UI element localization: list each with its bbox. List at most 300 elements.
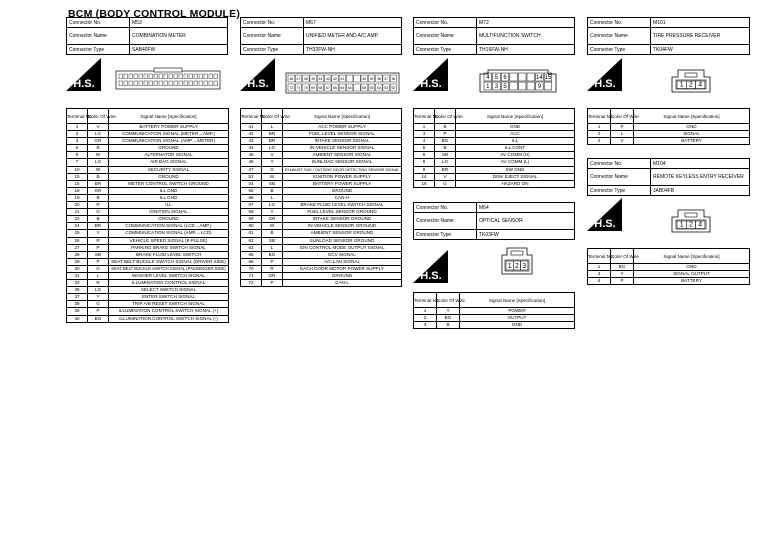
pin-cavity	[169, 81, 173, 86]
terminal-cell: 4	[414, 138, 435, 145]
table-row	[588, 271, 750, 278]
wire-color-cell: BG	[435, 138, 456, 145]
connector-name-label: Connector Name	[588, 28, 651, 45]
connector-info-m53	[66, 17, 228, 55]
terminal-cell: 45	[241, 152, 262, 159]
pin-cavity	[194, 74, 198, 79]
table-row	[588, 138, 750, 145]
terminal-cell: 59	[241, 216, 262, 223]
pin-cavity	[129, 81, 133, 86]
signal-cell: SIGNAL OUTPUT	[634, 271, 750, 278]
connector-type-value: SAB40FW	[130, 45, 228, 55]
pin-number: 53	[384, 86, 389, 90]
wire-color-cell: GR	[88, 138, 109, 145]
signal-cell: ION CONTROL MODE OUTPUT SIGNAL	[283, 244, 402, 251]
signal-cell: VEHICLE SPEED SIGNAL (8-PULSE)	[109, 237, 229, 244]
wire-color-cell: V	[435, 173, 456, 180]
table-row	[241, 272, 402, 279]
terminal-cell: 16	[414, 180, 435, 187]
pin-number: 70	[303, 86, 308, 90]
pin-cavity	[149, 74, 153, 79]
signal-cell: ACC POWER SUPPLY	[283, 124, 402, 131]
connector-type-label: Connector Type	[588, 45, 651, 55]
signal-cell: ILLUMINATION CONTROL SIGNAL	[109, 280, 229, 287]
terminal-cell: 53	[241, 173, 262, 180]
terminal-cell: 46	[241, 159, 262, 166]
signal-cell: GND	[456, 124, 575, 131]
signal-cell: FUEL LEVEL SENSOR SIGNAL	[283, 131, 402, 138]
wire-color-cell: V	[88, 124, 109, 131]
pin-cavity	[189, 74, 193, 79]
signal-cell: ENTER SWITCH SIGNAL	[109, 294, 229, 301]
pin-cavity	[209, 74, 213, 79]
wire-color-cell: B	[437, 322, 460, 329]
wire-color-cell: P	[88, 244, 109, 251]
wire-color-cell: W	[88, 166, 109, 173]
terminal-cell: 3	[414, 131, 435, 138]
table-row	[67, 237, 229, 244]
pin-number: 72	[289, 86, 294, 90]
pin-cavity	[179, 74, 183, 79]
wire-color-cell: BR	[88, 223, 109, 230]
wire-color-cell: L	[262, 244, 283, 251]
terminal-cell: 21	[67, 209, 88, 216]
wire-color-cell: BG	[262, 251, 283, 258]
connector-name-value: OPTICAL SENSOR	[477, 213, 575, 230]
terminal-cell: 16	[67, 180, 88, 187]
signal-cell: IN-VEHICLE SENSOR GROUND	[283, 223, 402, 230]
wire-color-cell: W	[262, 223, 283, 230]
connector-face-m64	[500, 246, 534, 276]
hs-logo	[413, 250, 448, 283]
terminal-cell: 36	[67, 287, 88, 294]
table-row	[67, 287, 229, 294]
connector-info-m104	[587, 158, 750, 196]
wire-color-cell: B	[435, 124, 456, 131]
pin-cavity	[144, 81, 148, 86]
table-row	[67, 223, 229, 230]
table-row	[241, 173, 402, 180]
pin-cavity	[174, 81, 178, 86]
wire-color-cell: Y	[88, 294, 109, 301]
signal-cell: COMMUNICATION SIGNAL (METER→AMP.)	[109, 131, 229, 138]
signal-cell: COMMUNICATION SIGNAL (AMP.→METER)	[109, 138, 229, 145]
terminal-cell: 20	[67, 202, 88, 209]
signal-cell: GND	[460, 322, 575, 329]
table-row	[241, 216, 402, 223]
connector-face-m53	[114, 68, 222, 92]
connector-name-label: Connector Name	[588, 169, 651, 186]
terminal-cell: 7	[67, 159, 88, 166]
col-wire-color: Color Of Wire	[435, 109, 456, 124]
terminal-cell: 39	[67, 308, 88, 315]
table-row	[241, 237, 402, 244]
pin-cavity	[184, 81, 188, 86]
terminal-cell: 28	[67, 251, 88, 258]
table-row	[241, 230, 402, 237]
pin-cavity	[209, 81, 213, 86]
pin-cavity	[164, 81, 168, 86]
pin-number: 2	[688, 221, 693, 229]
connector-type-label: Connector Type	[67, 45, 130, 55]
terminal-cell: 2	[414, 315, 437, 322]
terminal-cell: 60	[241, 223, 262, 230]
pin-cavity	[544, 82, 552, 90]
pin-number: 5	[494, 75, 499, 82]
pin-number: 55	[369, 86, 374, 90]
signal-cell: CAN-H	[283, 194, 402, 201]
pin-number: 65	[340, 86, 345, 90]
table-row	[241, 194, 402, 201]
col-signal: Signal Name [Specification]	[283, 109, 402, 124]
hs-logo	[240, 58, 275, 91]
pin-number: 15	[544, 75, 552, 82]
table-row	[67, 166, 229, 173]
table-row	[414, 315, 575, 322]
table-row	[414, 173, 575, 180]
table-row	[241, 251, 402, 258]
connector-type-value: TK03FW	[477, 230, 575, 240]
terminal-cell: 61	[241, 230, 262, 237]
terminal-cell: 10	[67, 166, 88, 173]
wire-color-cell: LG	[262, 145, 283, 152]
signal-cell: AIR BAG SIGNAL	[109, 159, 229, 166]
signal-cell: INTAKE SENSOR SIGNAL	[283, 138, 402, 145]
table-row	[241, 138, 402, 145]
wire-color-cell: LG	[88, 159, 109, 166]
connector-no-value: M67	[304, 18, 402, 28]
terminal-cell: 2	[67, 131, 88, 138]
signal-cell: HAZARD ON	[456, 180, 575, 187]
pin-cavity	[346, 75, 353, 82]
connector-type-value: JAB04FB	[651, 186, 750, 196]
wire-color-cell: P	[611, 278, 634, 285]
connector-type-label: Connector Type	[241, 45, 304, 55]
terminal-cell: 42	[241, 131, 262, 138]
table-row	[67, 294, 229, 301]
table-row	[67, 209, 229, 216]
signal-cell: SUNLOAD SENSOR GROUND	[283, 237, 402, 244]
wire-color-cell: L	[262, 194, 283, 201]
connector-info-m101	[587, 17, 750, 55]
table-row	[67, 301, 229, 308]
hs-logo	[413, 58, 448, 91]
table-row	[67, 194, 229, 201]
wire-color-cell: LG	[435, 159, 456, 166]
col-wire-color: Color Of Wire	[262, 109, 283, 124]
connector-name-label: Connector Name	[241, 28, 304, 45]
col-signal: Signal Name [Specification]	[109, 109, 229, 124]
wire-color-cell: GR	[88, 187, 109, 194]
wire-color-cell: R	[88, 237, 109, 244]
signal-cell: FUEL LEVEL SENSOR GROUND	[283, 209, 402, 216]
signal-cell: BRAKE FLUID LEVEL SWITCH SIGNAL	[283, 202, 402, 209]
pin-cavity	[510, 82, 518, 90]
terminal-cell: 47	[241, 166, 262, 173]
pin-number: 3	[522, 263, 527, 270]
table-row	[67, 202, 229, 209]
table-row	[241, 209, 402, 216]
table-row	[414, 308, 575, 315]
pin-cavity	[144, 74, 148, 79]
terminal-cell: 71	[241, 272, 262, 279]
terminal-cell: 31	[67, 272, 88, 279]
wire-color-cell: Y	[262, 159, 283, 166]
table-row	[241, 145, 402, 152]
wire-color-cell: P	[435, 131, 456, 138]
wire-color-cell: Y	[437, 308, 460, 315]
pin-number: 47	[296, 77, 301, 81]
wire-color-cell: GR	[262, 272, 283, 279]
signal-cell: AMBIENT SENSOR SIGNAL	[283, 152, 402, 159]
wire-color-cell: SB	[262, 237, 283, 244]
signal-cell: INTAKE SENSOR GROUND	[283, 216, 402, 223]
pin-number: 1	[507, 263, 512, 270]
table-row	[241, 223, 402, 230]
wire-color-cell: W	[262, 173, 283, 180]
table-row	[67, 251, 229, 258]
signal-cell: IN-VEHICLE SENSOR SIGNAL	[283, 145, 402, 152]
signal-cell: GROUND	[109, 173, 229, 180]
pin-number: 14	[536, 75, 543, 82]
terminal-cell: 58	[241, 209, 262, 216]
table-row	[414, 124, 575, 131]
wire-color-cell: BR	[88, 180, 109, 187]
pin-cavity	[169, 74, 173, 79]
table-row	[241, 187, 402, 194]
pin-cavity	[199, 81, 203, 86]
pin-cavity	[154, 81, 158, 86]
signal-cell: COMMUNICATION SIGNAL (AMP.→LCD)	[109, 230, 229, 237]
pin-cavity	[124, 81, 128, 86]
signal-cell: ILL	[109, 202, 229, 209]
signal-cell: METER CONTROL SWITCH GROUND	[109, 180, 229, 187]
col-signal: Signal Name [Specification]	[456, 109, 575, 124]
connector-name-value: REMOTE KEYLESS ENTRY RECEIVER	[651, 169, 750, 186]
connector-no-label: Connector No.	[414, 203, 477, 213]
signal-cell: IGNITION POWER SUPPLY	[283, 173, 402, 180]
table-row	[414, 166, 575, 173]
terminal-cell: 27	[67, 244, 88, 251]
signal-cell: SELECT SWITCH SIGNAL	[109, 287, 229, 294]
terminal-cell: 3	[67, 138, 88, 145]
terminal-cell: 15	[67, 173, 88, 180]
col-wire-color: Color Of Wire	[611, 109, 634, 124]
hs-logo-text: H.S.	[594, 78, 616, 90]
terminal-cell: 55	[241, 187, 262, 194]
pin-cavity	[527, 73, 535, 81]
terminal-cell: 70	[241, 265, 262, 272]
pin-cavity	[129, 74, 133, 79]
connector-no-label: Connector No.	[588, 159, 651, 169]
pin-cavity	[199, 74, 203, 79]
wire-color-cell: B	[88, 145, 109, 152]
signal-cell: A/C LAN SIGNAL	[283, 258, 402, 265]
table-row	[67, 138, 229, 145]
pin-number: 64	[347, 86, 352, 90]
signal-cell: SIGNAL	[634, 131, 750, 138]
connector-face-m72	[478, 68, 558, 94]
table-row	[67, 272, 229, 279]
pin-number: 66	[333, 86, 338, 90]
table-row	[67, 173, 229, 180]
terminal-cell: 26	[67, 237, 88, 244]
terminal-cell: 44	[241, 145, 262, 152]
wire-color-cell: BG	[611, 264, 634, 271]
pin-number: 1	[486, 84, 490, 91]
table-row	[241, 180, 402, 187]
wire-color-cell: Y	[611, 271, 634, 278]
pin-number: 54	[376, 86, 381, 90]
table-row	[67, 180, 229, 187]
table-row	[588, 131, 750, 138]
pin-cavity	[124, 74, 128, 79]
terminal-cell: 24	[67, 223, 88, 230]
pin-number: 6	[503, 75, 507, 82]
signal-table-m101	[587, 108, 750, 145]
table-row	[67, 216, 229, 223]
wire-color-cell: L	[88, 272, 109, 279]
signal-cell: AV COMM (L)	[456, 159, 575, 166]
terminal-cell: 43	[241, 138, 262, 145]
table-row	[67, 145, 229, 152]
wire-color-cell: B	[88, 216, 109, 223]
pin-number: 42	[333, 77, 338, 81]
signal-cell: BATTERY	[634, 138, 750, 145]
col-terminal: Terminal No.	[588, 249, 611, 264]
pin-number: 4	[698, 221, 703, 229]
terminal-cell: 14	[414, 173, 435, 180]
connector-no-value: M101	[651, 18, 750, 28]
terminal-cell: 41	[241, 124, 262, 131]
table-row	[241, 131, 402, 138]
table-row	[67, 131, 229, 138]
wire-color-cell: R	[262, 265, 283, 272]
pin-number: 68	[318, 86, 323, 90]
table-row	[588, 124, 750, 131]
col-wire-color: Color Of Wire	[88, 109, 109, 124]
pin-cavity	[179, 81, 183, 86]
connector-type-label: Connector Type	[414, 230, 477, 240]
hs-logo	[587, 58, 622, 91]
terminal-cell: 19	[67, 194, 88, 201]
connector-name-value: COMBINATION METER	[130, 28, 228, 45]
connector-name-label: Connector Name	[414, 28, 477, 45]
signal-cell: GROUND	[109, 145, 229, 152]
wire-color-cell: SB	[435, 152, 456, 159]
pin-cavity	[119, 74, 123, 79]
signal-cell: EXHAUST GAS / OUTSIDE ODOR DETECTING SENSOR SIGNAL	[283, 166, 402, 173]
pin-cavity	[134, 74, 138, 79]
terminal-cell: 72	[241, 280, 262, 287]
terminal-cell: 29	[67, 258, 88, 265]
wire-color-cell: P	[262, 258, 283, 265]
signal-cell: IGNITION SIGNAL	[109, 209, 229, 216]
terminal-cell: 1	[588, 264, 611, 271]
table-row	[241, 159, 402, 166]
wire-color-cell: BR	[262, 138, 283, 145]
signal-cell: BATTERY	[634, 278, 750, 285]
wire-color-cell: G	[88, 209, 109, 216]
pin-cavity	[159, 74, 163, 79]
table-row	[588, 278, 750, 285]
pin-cavity	[139, 81, 143, 86]
terminal-cell: 1	[414, 124, 435, 131]
signal-cell: ILLUMINATION CONTROL SWITCH SIGNAL (-)	[109, 315, 229, 322]
signal-table-m64	[413, 292, 575, 329]
pin-number: 41	[340, 77, 345, 81]
signal-cell: WASHER LEVEL SWITCH SIGNAL	[109, 272, 229, 279]
signal-cell: SUNLOAD SENSOR SIGNAL	[283, 159, 402, 166]
table-row	[414, 152, 575, 159]
pin-number: 1	[679, 221, 684, 229]
signal-cell: GROUND	[283, 272, 402, 279]
signal-cell: POWER	[460, 308, 575, 315]
signal-cell: BRAKE FLUID LEVEL SWITCH	[109, 251, 229, 258]
pin-number: 9	[537, 84, 542, 91]
table-row	[414, 131, 575, 138]
wire-color-cell: BR	[435, 166, 456, 173]
connector-type-value: TH16FW-NH	[477, 45, 575, 55]
table-row	[67, 124, 229, 131]
wire-color-cell: GR	[262, 216, 283, 223]
wire-color-cell: R	[88, 280, 109, 287]
wire-color-cell: G	[262, 166, 283, 173]
connector-face-m104	[670, 208, 712, 234]
terminal-cell: 1	[588, 124, 611, 131]
terminal-cell: 6	[67, 152, 88, 159]
pin-number: 43	[325, 77, 330, 81]
connector-info-m67	[240, 17, 402, 55]
wire-color-cell: B	[262, 187, 283, 194]
pin-cavity	[154, 74, 158, 79]
col-terminal: Terminal No.	[588, 109, 611, 124]
terminal-cell: 2	[588, 131, 611, 138]
pin-cavity	[354, 75, 361, 82]
wire-color-cell: B	[88, 173, 109, 180]
pin-number: 38	[376, 77, 381, 81]
signal-cell: GND	[634, 124, 750, 131]
signal-cell: CAN-L	[283, 280, 402, 287]
terminal-cell: 22	[67, 216, 88, 223]
col-signal: Signal Name [Specification]	[634, 109, 750, 124]
pin-cavity	[214, 81, 218, 86]
table-row	[241, 280, 402, 287]
terminal-cell: 18	[67, 187, 88, 194]
signal-table-m67	[240, 108, 402, 287]
connector-name-value: MULTIFUNCTION SWITCH	[477, 28, 575, 45]
signal-cell: DISK EJECT SIGNAL	[456, 173, 575, 180]
pin-cavity	[527, 82, 535, 90]
wire-color-cell: B	[262, 230, 283, 237]
connector-no-label: Connector No.	[588, 18, 651, 28]
table-row	[241, 124, 402, 131]
terminal-cell: 4	[588, 138, 611, 145]
connector-no-label: Connector No.	[67, 18, 130, 28]
pin-cavity	[510, 73, 518, 81]
table-row	[67, 244, 229, 251]
wire-color-cell: B	[88, 194, 109, 201]
hs-logo-text: H.S.	[420, 270, 442, 282]
terminal-cell: 37	[67, 294, 88, 301]
signal-cell: AMBIENT SENSOR GROUND	[283, 230, 402, 237]
pin-number: 46	[303, 77, 308, 81]
pin-cavity	[164, 74, 168, 79]
terminal-cell: 33	[67, 280, 88, 287]
table-row	[67, 308, 229, 315]
table-row	[67, 315, 229, 322]
signal-cell: ILL CONT	[456, 145, 575, 152]
